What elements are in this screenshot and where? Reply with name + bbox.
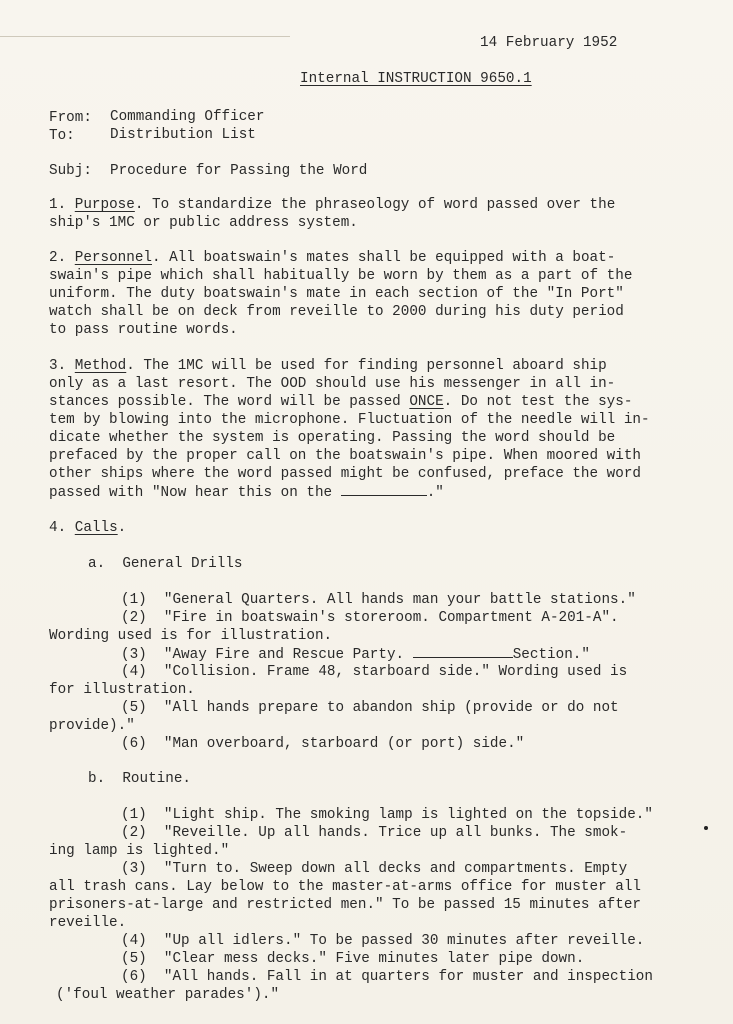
subsection-b-heading: b. Routine. bbox=[88, 771, 191, 787]
paragraph-3-line-7: other ships where the word passed might be confused, preface the word bbox=[49, 466, 641, 482]
routine-item-3-cont-1: all trash cans. Lay below to the master-at-arms office for muster all bbox=[49, 879, 641, 895]
routine-item-2-cont: ing lamp is lighted." bbox=[49, 843, 230, 859]
paragraph-2-line-2: swain's pipe which shall habitually be worn by them as a part of the bbox=[49, 268, 633, 284]
routine-item-3-cont-3: reveille. bbox=[49, 915, 127, 931]
paragraph-3-line-3: stances possible. The word will be passed ONCE. Do not test the sys- bbox=[49, 394, 633, 410]
fill-in-blank bbox=[341, 483, 427, 496]
paragraph-2-heading: Personnel bbox=[74, 250, 152, 266]
paragraph-4-heading-line: 4. Calls. bbox=[49, 520, 127, 536]
drill-item-5: (5) "All hands prepare to abandon ship (provide or do not bbox=[121, 700, 619, 716]
routine-item-1: (1) "Light ship. The smoking lamp is lighted on the topside." bbox=[121, 807, 653, 823]
drill-item-2-cont: Wording used is for illustration. bbox=[49, 628, 333, 644]
subj-label: Subj: bbox=[49, 163, 92, 179]
routine-item-2: (2) "Reveille. Up all hands. Trice up all bunks. The smok- bbox=[121, 825, 628, 841]
drill-item-4: (4) "Collision. Frame 48, starboard side." Wording used is bbox=[121, 664, 628, 680]
routine-item-6: (6) "All hands. Fall in at quarters for muster and inspection bbox=[121, 969, 653, 985]
paper-fold-line bbox=[0, 36, 290, 37]
paragraph-4-heading: Calls bbox=[74, 520, 118, 536]
paragraph-1-heading: Purpose bbox=[74, 197, 135, 213]
paragraph-2-number: 2. bbox=[49, 250, 67, 266]
drill-item-6: (6) "Man overboard, starboard (or port) side." bbox=[121, 736, 525, 752]
drill-item-3: (3) "Away Fire and Rescue Party. Section." bbox=[121, 647, 590, 663]
paragraph-3-line-4: tem by blowing into the microphone. Fluctuation of the needle will in- bbox=[49, 412, 650, 428]
from-value: Commanding Officer bbox=[110, 109, 265, 125]
paragraph-2-line-1: 2. Personnel. All boatswain's mates shall be equipped with a boat- bbox=[49, 250, 616, 266]
to-label: To: bbox=[49, 128, 75, 144]
once-emphasis: ONCE bbox=[409, 394, 444, 410]
paragraph-3-line-8: passed with "Now hear this on the ." bbox=[49, 485, 444, 501]
paragraph-1-line-2: ship's 1MC or public address system. bbox=[49, 215, 358, 231]
drill-item-1: (1) "General Quarters. All hands man your battle stations." bbox=[121, 592, 636, 608]
paragraph-2-line-4: watch shall be on deck from reveille to 2000 during his duty period bbox=[49, 304, 624, 320]
routine-item-4: (4) "Up all idlers." To be passed 30 minutes after reveille. bbox=[121, 933, 645, 949]
paragraph-4-number: 4. bbox=[49, 520, 67, 536]
ink-speck bbox=[704, 826, 708, 830]
paragraph-1-number: 1. bbox=[49, 197, 67, 213]
drill-item-2: (2) "Fire in boatswain's storeroom. Compartment A-201-A". bbox=[121, 610, 619, 626]
paragraph-3-line-2: only as a last resort. The OOD should use his messenger in all in- bbox=[49, 376, 616, 392]
paragraph-1-line-1: 1. Purpose. To standardize the phraseology of word passed over the bbox=[49, 197, 616, 213]
paragraph-3-heading: Method bbox=[74, 358, 127, 374]
section-blank bbox=[413, 645, 513, 658]
document-date: 14 February 1952 bbox=[480, 35, 618, 51]
drill-item-4-cont: for illustration. bbox=[49, 682, 195, 698]
drill-item-5-cont: provide)." bbox=[49, 718, 135, 734]
routine-item-5: (5) "Clear mess decks." Five minutes later pipe down. bbox=[121, 951, 585, 967]
paragraph-3-number: 3. bbox=[49, 358, 67, 374]
paragraph-2-line-5: to pass routine words. bbox=[49, 322, 238, 338]
paragraph-3-line-6: prefaced by the proper call on the boatswain's pipe. When moored with bbox=[49, 448, 641, 464]
routine-item-6-cont: ('foul weather parades')." bbox=[56, 987, 280, 1003]
to-value: Distribution List bbox=[110, 127, 256, 143]
paragraph-2-line-3: uniform. The duty boatswain's mate in each section of the "In Port" bbox=[49, 286, 624, 302]
subj-value: Procedure for Passing the Word bbox=[110, 163, 368, 179]
routine-item-3: (3) "Turn to. Sweep down all decks and compartments. Empty bbox=[121, 861, 628, 877]
document-title: Internal INSTRUCTION 9650.1 bbox=[300, 71, 532, 87]
routine-item-3-cont-2: prisoners-at-large and restricted men." To be passed 15 minutes after bbox=[49, 897, 641, 913]
paragraph-3-line-1: 3. Method. The 1MC will be used for finding personnel aboard ship bbox=[49, 358, 607, 374]
subsection-a-heading: a. General Drills bbox=[88, 556, 243, 572]
from-label: From: bbox=[49, 110, 92, 126]
paragraph-3-line-5: dicate whether the system is operating. Passing the word should be bbox=[49, 430, 616, 446]
